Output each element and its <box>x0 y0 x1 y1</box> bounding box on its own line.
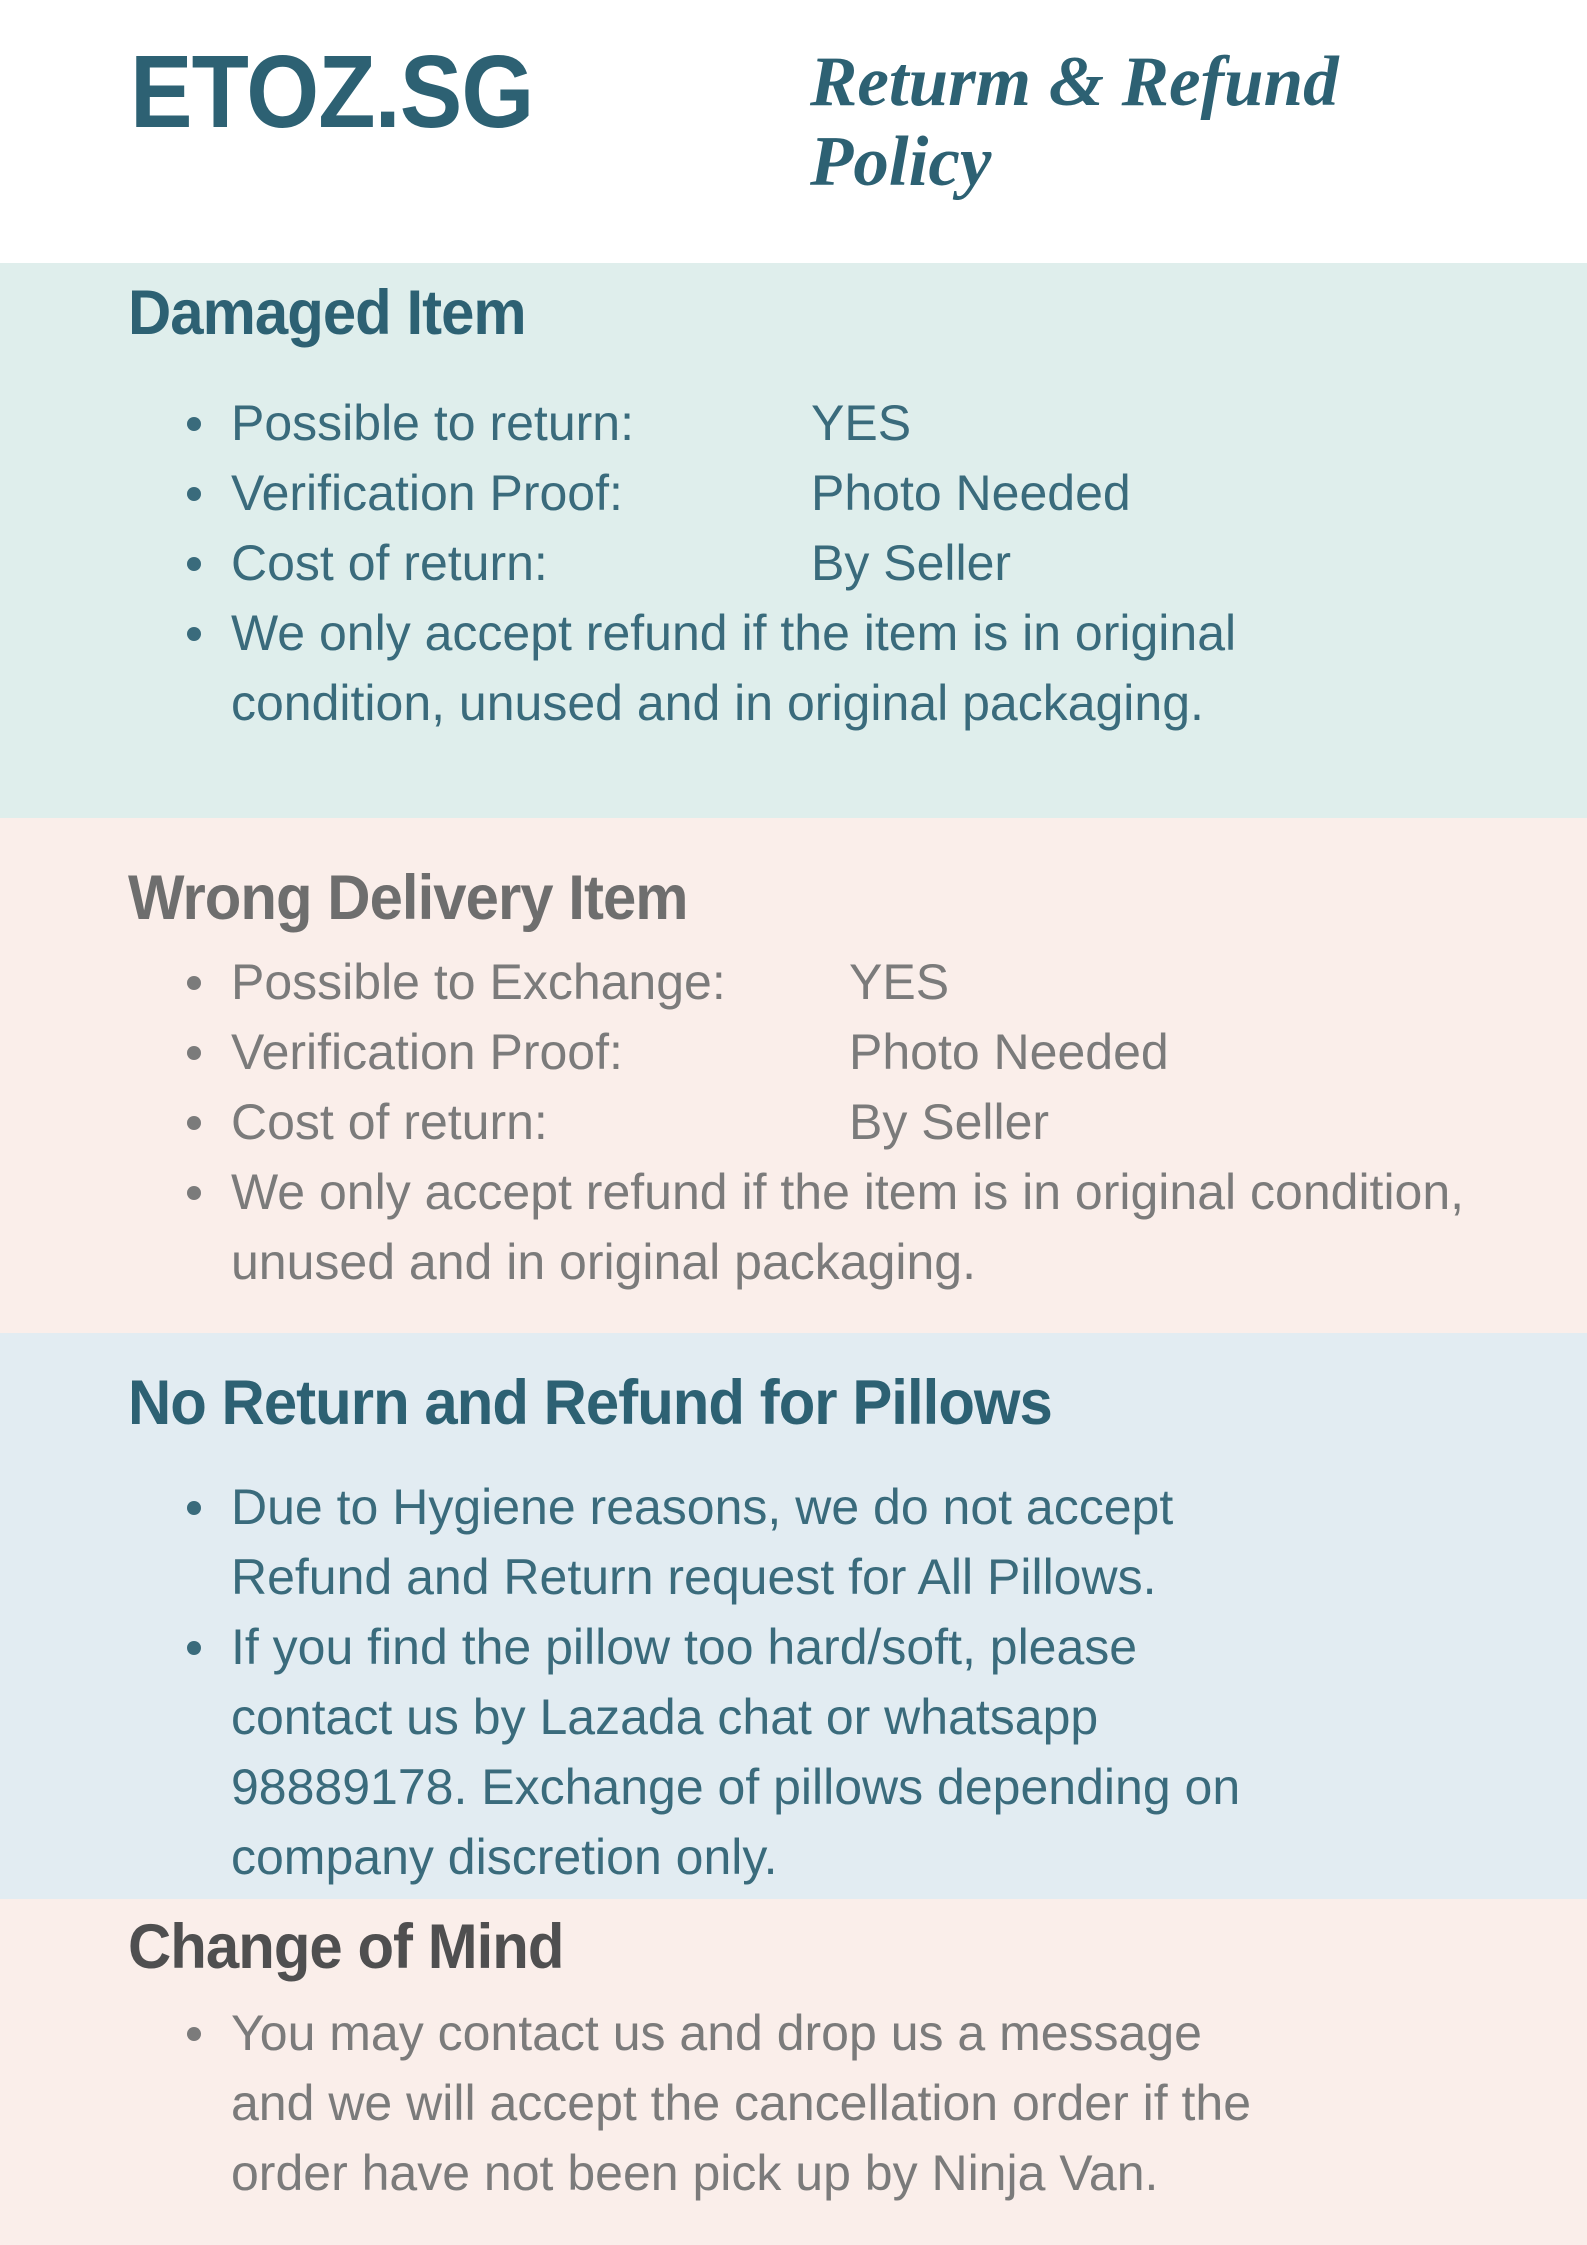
section-damaged-item-title: Damaged Item <box>128 278 526 348</box>
row-label: Verification Proof: <box>231 465 623 521</box>
damaged-item-list <box>128 388 1587 738</box>
section-wrong-delivery-title: Wrong Delivery Item <box>128 863 688 933</box>
policy-row <box>231 528 1587 598</box>
row-value: By Seller <box>811 535 1012 591</box>
brand <box>130 34 810 149</box>
section-no-return-pillows-title: No Return and Refund for Pillows <box>128 1368 1052 1438</box>
section-wrong-delivery-item <box>0 818 1587 1333</box>
policy-note: You may contact us and drop us a message and we will accept the cancellation order if the order have not been pick up by Ninja Van. <box>231 1998 1281 2208</box>
policy-note: We only accept refund if the item is in original condition, unused and in original packaging. <box>231 598 1331 738</box>
brand-logo-text: ETOZ.SG <box>130 34 534 149</box>
row-value: Photo Needed <box>849 1024 1169 1080</box>
row-value: YES <box>811 395 912 451</box>
row-label: Possible to return: <box>231 395 634 451</box>
policy-row <box>231 947 1587 1017</box>
row-label: Cost of return: <box>231 1094 548 1150</box>
page-title: Returm & Refund Policy <box>810 43 1339 201</box>
policy-row <box>231 458 1587 528</box>
section-change-of-mind-title: Change of Mind <box>128 1912 564 1982</box>
row-value: YES <box>849 954 950 1010</box>
row-value: Photo Needed <box>811 465 1131 521</box>
policy-note: If you find the pillow too hard/soft, please contact us by Lazada chat or whatsapp 98889178. Exchange of pillows depending on company discretion only. <box>231 1612 1291 1892</box>
policy-row <box>231 1087 1587 1157</box>
policy-row <box>231 1017 1587 1087</box>
section-change-of-mind <box>0 1899 1587 2245</box>
row-label: Verification Proof: <box>231 1024 623 1080</box>
header <box>0 0 1587 263</box>
row-value: By Seller <box>849 1094 1050 1150</box>
policy-row <box>231 388 1587 458</box>
section-damaged-item <box>0 263 1587 818</box>
pillows-list <box>128 1472 1587 1892</box>
section-no-return-pillows <box>0 1333 1587 1899</box>
policy-note: We only accept refund if the item is in original condition, unused and in original packaging. <box>231 1157 1531 1297</box>
row-label: Possible to Exchange: <box>231 954 726 1010</box>
wrong-delivery-list <box>128 947 1587 1297</box>
policy-note: Due to Hygiene reasons, we do not accept Refund and Return request for All Pillows. <box>231 1472 1291 1612</box>
row-label: Cost of return: <box>231 535 548 591</box>
change-of-mind-list <box>128 1998 1587 2208</box>
